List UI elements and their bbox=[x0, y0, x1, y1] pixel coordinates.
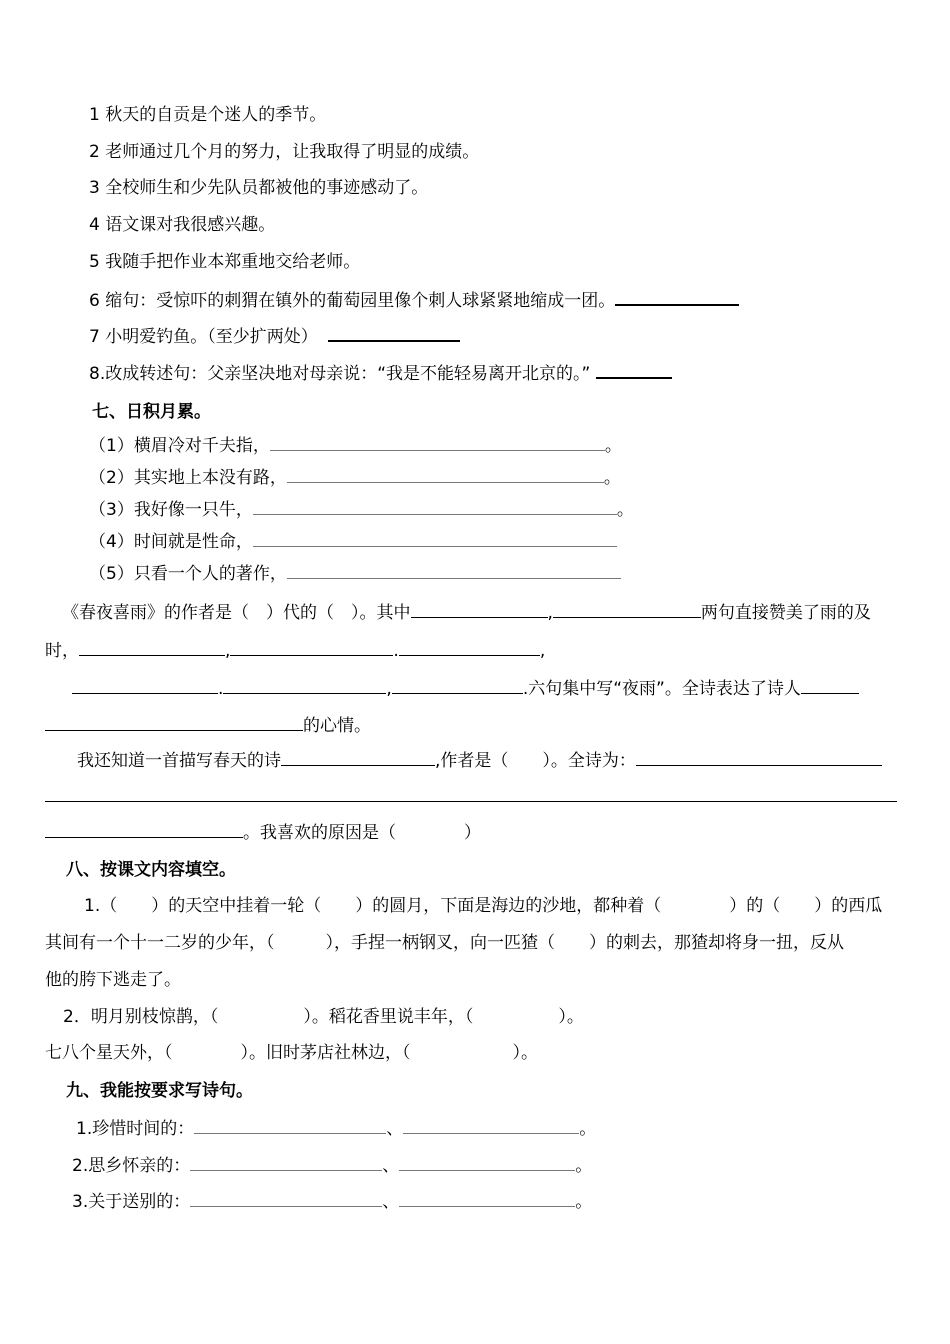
poem-line-2: 时， , . , bbox=[45, 638, 545, 662]
poem-request-3: 3.关于送别的： 、 。 bbox=[72, 1189, 592, 1213]
poem-text: ,作者是（ ）。全诗为： bbox=[435, 751, 636, 771]
answer-blank[interactable] bbox=[596, 360, 672, 379]
answer-blank[interactable] bbox=[411, 600, 548, 618]
answer-blank[interactable] bbox=[194, 1116, 386, 1134]
answer-blank[interactable] bbox=[403, 1116, 579, 1134]
quote-item-3 bbox=[89, 497, 634, 521]
fill-q1-line1: 1.（ ）的天空中挂着一轮（ ）的圆月，下面是海边的沙地，都种着（ ）的（ ）的西瓜 bbox=[84, 896, 883, 916]
quote-item-text: （5）只看一个人的著作， bbox=[89, 564, 287, 584]
section-heading-7: 七、日积月累。 bbox=[92, 402, 211, 422]
answer-blank[interactable] bbox=[45, 784, 897, 802]
poem-request-text: 3.关于送别的： bbox=[72, 1192, 191, 1212]
quote-item-end: 。 bbox=[604, 436, 622, 456]
answer-blank[interactable] bbox=[45, 713, 303, 731]
answer-blank[interactable] bbox=[281, 748, 435, 766]
fill-q2-line1: 2．明月别枝惊鹊，（ ）。稻花香里说丰年，（ ）。 bbox=[63, 1007, 584, 1027]
answer-blank[interactable] bbox=[270, 433, 605, 451]
answer-blank[interactable] bbox=[399, 1189, 575, 1207]
sentence-item-1: 1 秋天的自贡是个迷人的季节。 bbox=[89, 105, 327, 125]
poem-text: 两句直接赞美了雨的及 bbox=[700, 603, 871, 623]
sentence-item-2: 2 老师通过几个月的努力，让我取得了明显的成绩。 bbox=[89, 142, 480, 162]
sentence-item-7 bbox=[89, 323, 460, 347]
answer-blank[interactable] bbox=[553, 600, 701, 618]
poem-line-5 bbox=[77, 748, 882, 772]
poem-line-6 bbox=[45, 784, 897, 808]
fill-q1-line2: 其间有一个十一二岁的少年，（ ），手捏一柄钢叉，向一匹猹（ ）的刺去，那猹却将身一扭，反从 bbox=[45, 933, 844, 953]
quote-item-end: 。 bbox=[616, 500, 634, 520]
poem-request-2: 2.思乡怀亲的： 、 。 bbox=[72, 1153, 592, 1177]
poem-line-7 bbox=[45, 820, 481, 844]
sentence-item-8-text: 8.改成转述句：父亲坚决地对母亲说：“我是不能轻易离开北京的。” bbox=[89, 364, 591, 384]
answer-blank[interactable] bbox=[79, 638, 225, 656]
answer-blank[interactable] bbox=[253, 529, 617, 547]
poem-request-1: 1.珍惜时间的： 、 。 bbox=[76, 1116, 596, 1140]
answer-blank[interactable] bbox=[230, 638, 393, 656]
fill-q2-line2: 七八个星天外，（ ）。旧时茅店社林边，（ ）。 bbox=[45, 1043, 538, 1063]
poem-line-1: 《春夜喜雨》的作者是（ ）代的（ ）。其中 , 两句直接赞美了雨的及 bbox=[62, 600, 871, 624]
poem-line-4 bbox=[45, 713, 371, 737]
answer-blank[interactable] bbox=[287, 561, 621, 579]
sentence-item-7-text: 7 小明爱钓鱼。（至少扩两处） bbox=[89, 327, 318, 347]
section-heading-8: 八、按课文内容填空。 bbox=[66, 860, 236, 880]
answer-blank[interactable] bbox=[392, 676, 523, 694]
poem-line-3: . , .六句集中写“夜雨”。全诗表达了诗人 bbox=[72, 676, 859, 700]
fill-q1-line3: 他的胯下逃走了。 bbox=[45, 970, 181, 990]
sentence-item-4: 4 语文课对我很感兴趣。 bbox=[89, 215, 276, 235]
quote-item-4 bbox=[89, 529, 617, 553]
sentence-item-6-text: 6 缩句：受惊吓的刺猬在镇外的葡萄园里像个刺人球紧紧地缩成一团。 bbox=[89, 291, 616, 311]
poem-text: 我还知道一首描写春天的诗 bbox=[77, 751, 281, 771]
sentence-item-8 bbox=[89, 360, 672, 384]
sentence-item-3: 3 全校师生和少先队员都被他的事迹感动了。 bbox=[89, 178, 429, 198]
answer-blank[interactable] bbox=[223, 676, 386, 694]
poem-text: .六句集中写“夜雨”。全诗表达了诗人 bbox=[522, 679, 801, 699]
answer-blank[interactable] bbox=[45, 820, 243, 838]
answer-blank[interactable] bbox=[399, 638, 540, 656]
sentence-item-5: 5 我随手把作业本郑重地交给老师。 bbox=[89, 252, 361, 272]
quote-item-text: （2）其实地上本没有路， bbox=[89, 468, 287, 488]
answer-blank[interactable] bbox=[801, 676, 859, 694]
quote-item-text: （3）我好像一只牛， bbox=[89, 500, 253, 520]
quote-item-5 bbox=[89, 561, 621, 585]
answer-blank[interactable] bbox=[72, 676, 218, 694]
poem-text: 时， bbox=[45, 641, 79, 661]
poem-text: 。我喜欢的原因是（ ） bbox=[243, 823, 481, 843]
poem-request-text: 1.珍惜时间的： bbox=[76, 1119, 195, 1139]
quote-item-text: （1）横眉冷对千夫指， bbox=[89, 436, 270, 456]
answer-blank[interactable] bbox=[253, 497, 617, 515]
answer-blank[interactable] bbox=[287, 465, 604, 483]
answer-blank[interactable] bbox=[190, 1189, 382, 1207]
poem-text: 《春夜喜雨》的作者是（ ）代的（ ）。其中 bbox=[62, 603, 411, 623]
sentence-item-6 bbox=[89, 287, 739, 311]
quote-item-2 bbox=[89, 465, 621, 489]
poem-request-text: 2.思乡怀亲的： bbox=[72, 1156, 191, 1176]
poem-text: 的心情。 bbox=[303, 716, 371, 736]
answer-blank[interactable] bbox=[190, 1153, 382, 1171]
quote-item-1 bbox=[89, 433, 622, 457]
section-heading-9: 九、我能按要求写诗句。 bbox=[66, 1081, 253, 1101]
answer-blank[interactable] bbox=[615, 287, 739, 306]
quote-item-end: 。 bbox=[603, 468, 621, 488]
answer-blank[interactable] bbox=[328, 323, 460, 342]
answer-blank[interactable] bbox=[399, 1153, 575, 1171]
answer-blank[interactable] bbox=[636, 748, 882, 766]
quote-item-text: （4）时间就是性命， bbox=[89, 532, 253, 552]
